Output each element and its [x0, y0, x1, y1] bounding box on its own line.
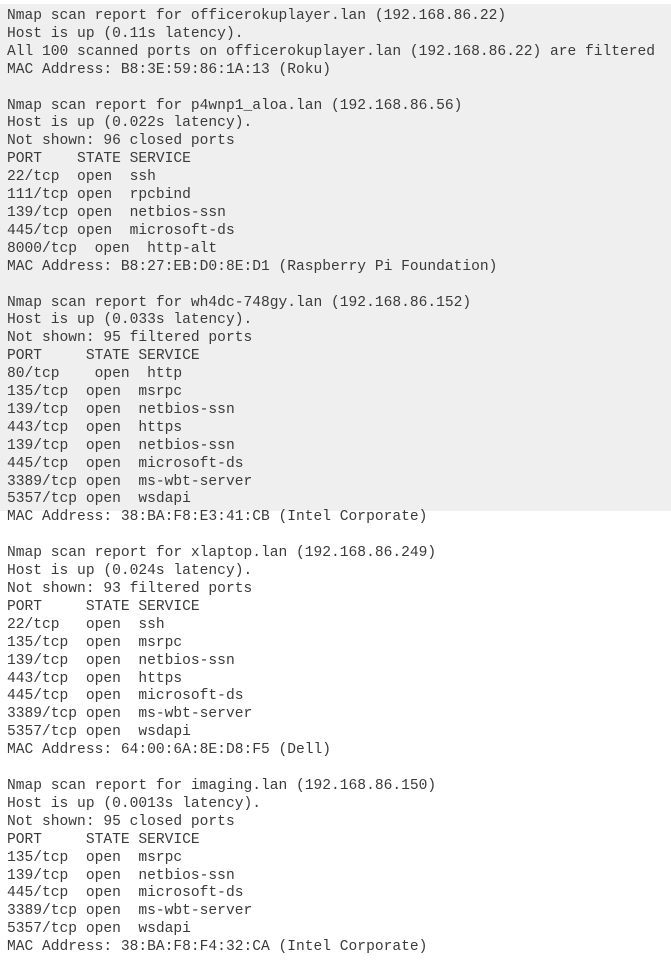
mac-address-line: MAC Address: B8:27:EB:D0:8E:D1 (Raspberry Pi Foundation) — [7, 258, 498, 275]
output-line: 445/tcp open microsoft-ds — [7, 688, 244, 705]
output-line: 445/tcp open microsoft-ds — [7, 222, 235, 239]
report-title: Nmap scan report for officerokuplayer.lan (192.168.86.22) — [7, 8, 507, 24]
output-line: Not shown: 93 filtered ports — [7, 581, 253, 597]
report-title: Nmap scan report for imaging.lan (192.168.86.150) — [7, 777, 437, 794]
nmap-output — [7, 8, 655, 957]
blank-line — [7, 527, 655, 545]
output-line: 445/tcp open microsoft-ds — [7, 455, 244, 472]
output-line: 22/tcp open ssh — [7, 169, 156, 186]
output-line: PORT STATE SERVICE — [7, 598, 200, 615]
output-line: 139/tcp open netbios-ssn — [7, 867, 235, 884]
output-line: Host is up (0.0013s latency). — [7, 795, 261, 812]
scan-report — [7, 98, 655, 295]
blank-line — [7, 760, 655, 778]
output-line: 3389/tcp open ms-wbt-server — [7, 903, 253, 920]
output-line: Host is up (0.024s latency). — [7, 563, 253, 580]
output-line: 443/tcp open https — [7, 670, 183, 687]
scan-report — [7, 778, 655, 957]
output-line: Host is up (0.11s latency). — [7, 25, 244, 42]
scan-report — [7, 295, 655, 546]
output-line: 135/tcp open msrpc — [7, 849, 183, 866]
scan-report — [7, 8, 655, 98]
output-line: 139/tcp open netbios-ssn — [7, 204, 226, 221]
output-line: 445/tcp open microsoft-ds — [7, 885, 244, 902]
mac-address-line: MAC Address: 38:BA:F8:E3:41:CB (Intel Corporate) — [7, 509, 428, 526]
output-line: 5357/tcp open wsdapi — [7, 921, 191, 938]
output-line: 3389/tcp open ms-wbt-server — [7, 473, 253, 490]
output-line: 5357/tcp open wsdapi — [7, 724, 191, 741]
output-line: 135/tcp open msrpc — [7, 384, 183, 401]
output-line: Host is up (0.033s latency). — [7, 312, 253, 329]
output-line: PORT STATE SERVICE — [7, 831, 200, 848]
scan-report — [7, 545, 655, 778]
output-line: Not shown: 95 filtered ports — [7, 330, 253, 347]
blank-line — [7, 277, 655, 295]
mac-address-line: MAC Address: 64:00:6A:8E:D8:F5 (Dell) — [7, 742, 332, 759]
output-line: Not shown: 96 closed ports — [7, 133, 235, 150]
output-line: PORT STATE SERVICE — [7, 151, 191, 168]
output-line: Host is up (0.022s latency). — [7, 115, 253, 132]
output-line: 8000/tcp open http-alt — [7, 240, 218, 257]
output-line: 80/tcp open http — [7, 366, 183, 383]
output-line: 135/tcp open msrpc — [7, 634, 183, 651]
output-line: 139/tcp open netbios-ssn — [7, 401, 235, 418]
output-line: 5357/tcp open wsdapi — [7, 491, 191, 508]
output-line: All 100 scanned ports on officerokuplayer.lan (192.168.86.22) are filtered — [7, 43, 656, 60]
mac-address-line: MAC Address: 38:BA:F8:F4:32:CA (Intel Corporate) — [7, 939, 428, 956]
output-line: 111/tcp open rpcbind — [7, 187, 191, 204]
output-line: 22/tcp open ssh — [7, 616, 165, 633]
blank-line — [7, 80, 655, 98]
report-title: Nmap scan report for xlaptop.lan (192.168.86.249) — [7, 545, 437, 562]
output-line: 139/tcp open netbios-ssn — [7, 652, 235, 669]
output-line: Not shown: 95 closed ports — [7, 813, 235, 830]
output-line: 139/tcp open netbios-ssn — [7, 437, 235, 454]
output-line: 3389/tcp open ms-wbt-server — [7, 706, 253, 723]
output-line: 443/tcp open https — [7, 419, 183, 436]
report-title: Nmap scan report for wh4dc-748gy.lan (192.168.86.152) — [7, 294, 472, 311]
report-title: Nmap scan report for p4wnp1_aloa.lan (192.168.86.56) — [7, 97, 463, 114]
mac-address-line: MAC Address: B8:3E:59:86:1A:13 (Roku) — [7, 61, 332, 78]
output-line: PORT STATE SERVICE — [7, 348, 200, 365]
